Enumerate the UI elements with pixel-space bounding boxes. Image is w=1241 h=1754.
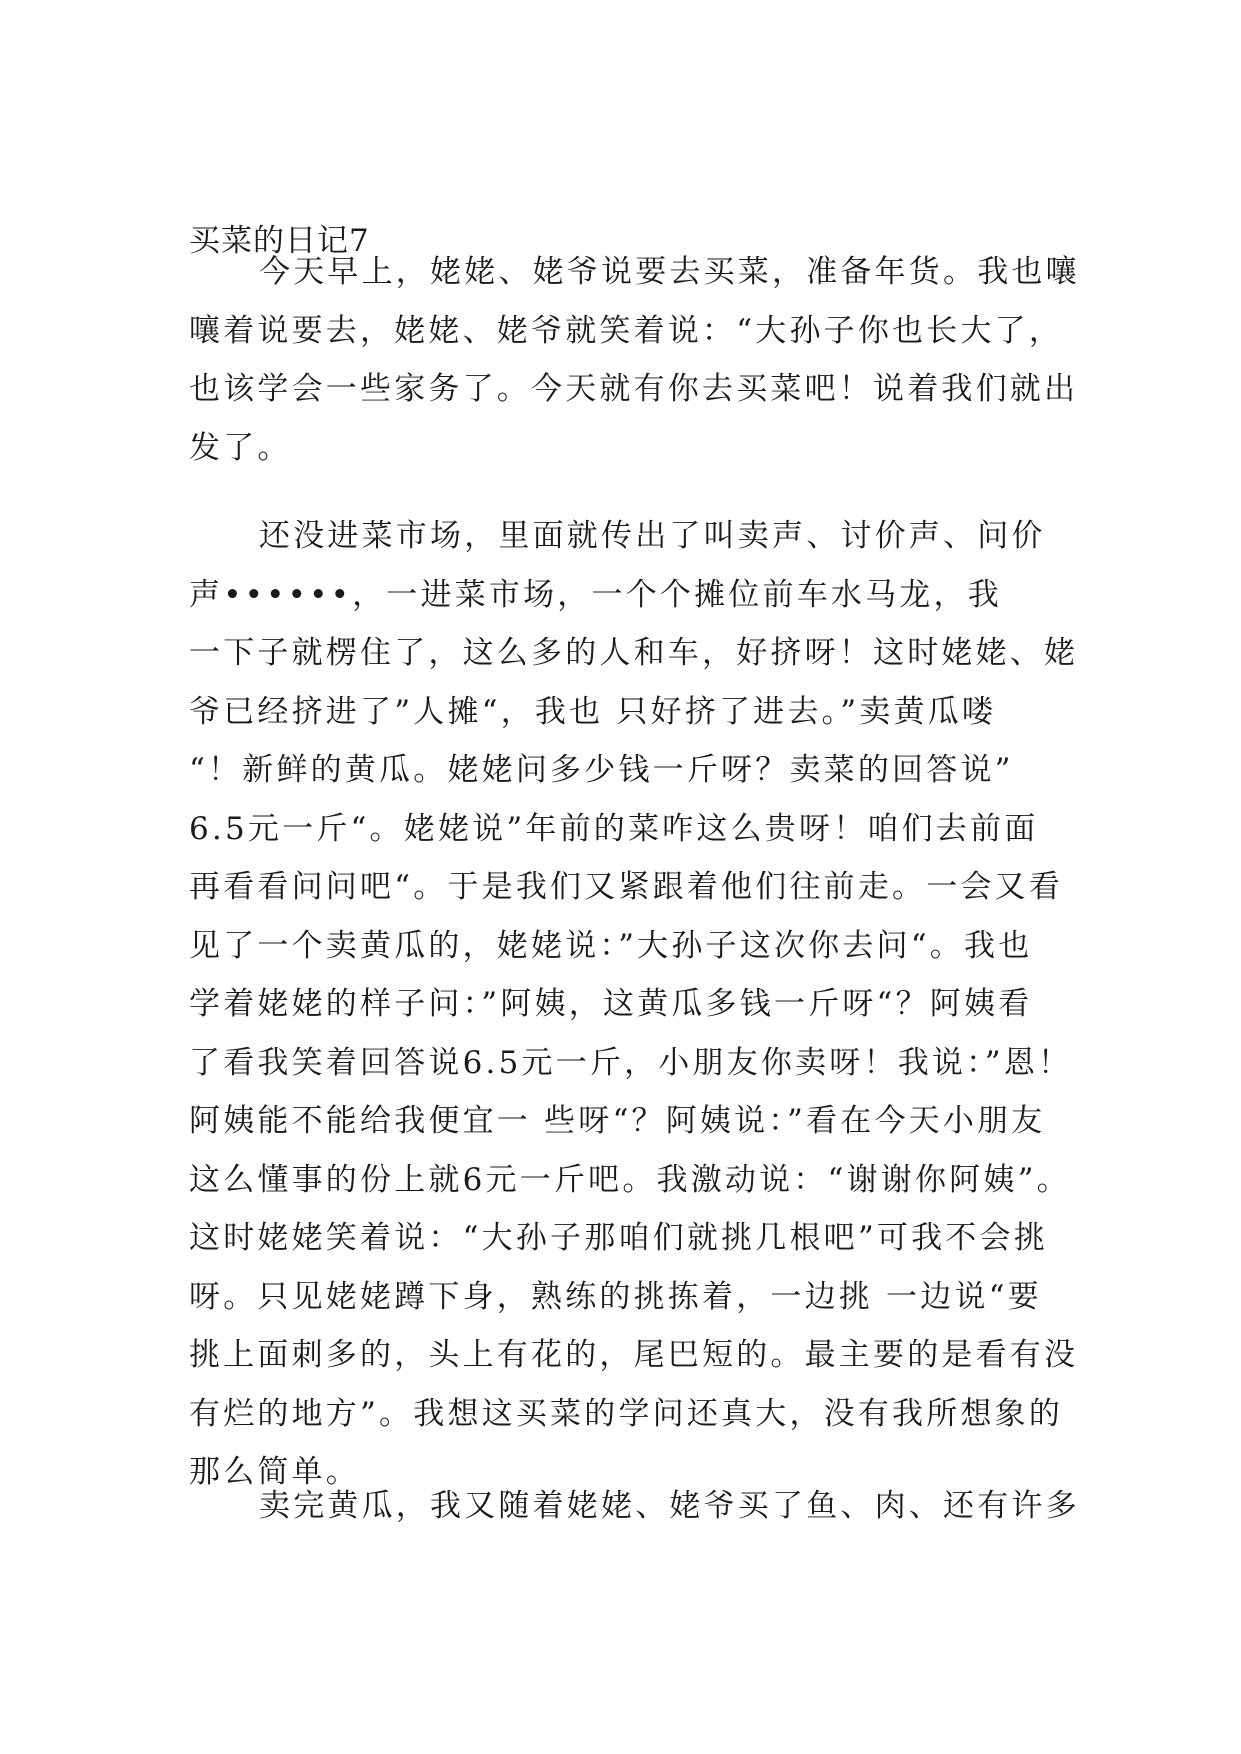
- paragraph-line: 这么懂事的份上就6元一斤吧。我激动说：“谢谢你阿姨”。: [189, 1161, 1071, 1198]
- paragraph-line: 今天早上，姥姥、姥爷说要去买菜，准备年货。我也嚷: [259, 254, 1080, 290]
- paragraph-line: 爷已经挤进了”人摊“，我也 只好挤了进去。”卖黄瓜喽: [189, 693, 997, 730]
- paragraph-line: 发了。: [189, 429, 292, 466]
- paragraph-line: 有烂的地方”。我想这买菜的学问还真大，没有我所想象的: [189, 1395, 1064, 1432]
- paragraph-line: 一下子就楞住了，这么多的人和车，好挤呀！这时姥姥、姥: [189, 635, 1079, 671]
- paragraph-line: 卖完黄瓜，我又随着姥姥、姥爷买了鱼、肉、还有许多: [259, 1488, 1080, 1524]
- paragraph-line: 还没进菜市场，里面就传出了叫卖声、讨价声、问价: [259, 518, 1046, 554]
- paragraph-2: [189, 516, 1079, 1511]
- paragraph-line: “！新鲜的黄瓜。姥姥问多少钱一斤呀？卖菜的回答说”: [189, 752, 1014, 788]
- paragraph-3: [189, 1486, 1080, 1545]
- paragraph-line: 呀。只见姥姥蹲下身，熟练的挑拣着，一边挑 一边说“要: [189, 1278, 1042, 1315]
- paragraph-line: 了看我笑着回答说6.5元一斤，小朋友你卖呀！我说：”恩！: [189, 1044, 1073, 1081]
- document-title: 买菜的日记7: [189, 223, 370, 259]
- paragraph-line: 学着姥姥的样子问：”阿姨，这黄瓜多钱一斤呀“？阿姨看: [189, 986, 1033, 1022]
- paragraph-line: 再看看问问吧“。于是我们又紧跟着他们往前走。一会又看: [189, 869, 1064, 905]
- paragraph-1: [189, 252, 1080, 486]
- paragraph-line: 这时姥姥笑着说：“大孙子那咱们就挑几根吧”可我不会挑: [189, 1220, 1048, 1256]
- paragraph-line: 那么简单。: [189, 1454, 360, 1490]
- paragraph-line: 嚷着说要去，姥姥、姥爷就笑着说：“大孙子你也长大了，: [189, 312, 1064, 349]
- paragraph-line: 6.5元一斤“。姥姥说”年前的菜咋这么贵呀！咱们去前面: [189, 810, 1039, 847]
- paragraph-line: 挑上面刺多的，头上有花的，尾巴短的。最主要的是看有没: [189, 1337, 1079, 1373]
- paragraph-line: 也该学会一些家务了。今天就有你去买菜吧！说着我们就出: [189, 371, 1079, 407]
- paragraph-line: 阿姨能不能给我便宜一 些呀“？阿姨说：”看在今天小朋友: [189, 1103, 1046, 1139]
- paragraph-line: 见了一个卖黄瓜的，姥姥说：”大孙子这次你去问“。我也: [189, 927, 1033, 964]
- paragraph-line: 声••••••，一进菜市场，一个个摊位前车水马龙，我: [189, 576, 1002, 613]
